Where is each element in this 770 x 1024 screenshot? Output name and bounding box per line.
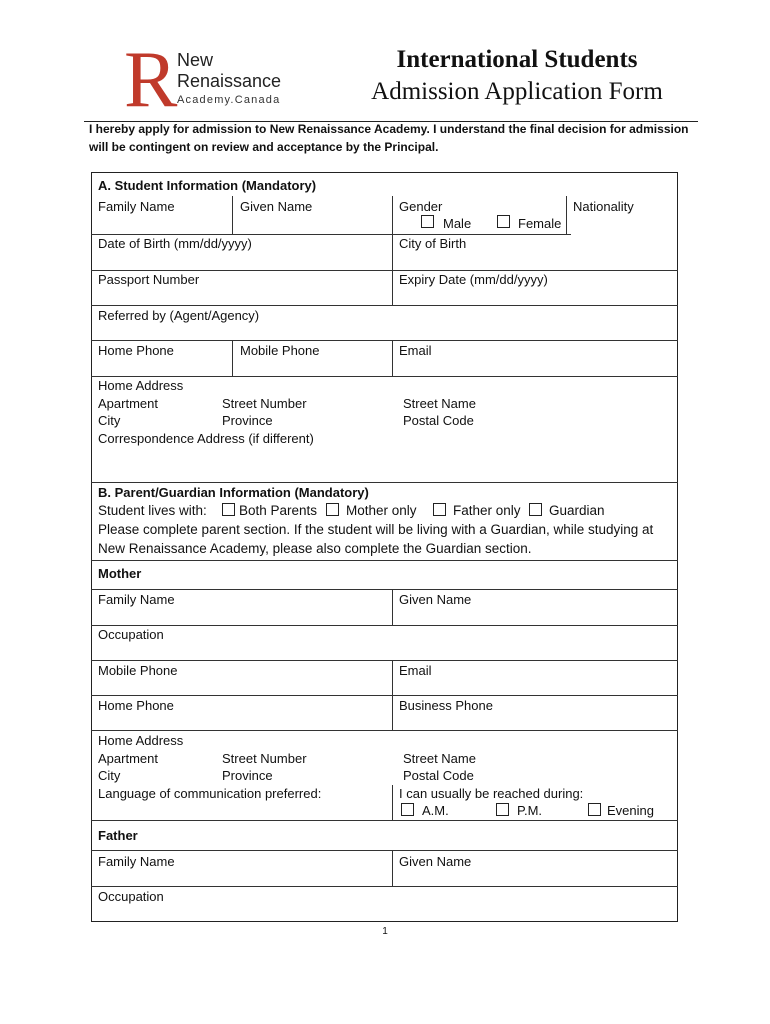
mother-street-name-label: Street Name [403,751,476,766]
am-label: A.M. [422,803,449,818]
dob-label: Date of Birth (mm/dd/yyyy) [98,236,252,251]
row-divider [91,695,678,696]
mother-city-label: City [98,768,121,783]
mother-home-address-label: Home Address [98,733,184,748]
intro-statement: I hereby apply for admission to New Renaissance Academy. I understand the final decision for admission will be contingent on review and acceptance by the Principal. [89,122,689,154]
lives-with-label: Student lives with: [98,503,207,518]
row-divider [91,589,678,590]
father-only-label: Father only [453,503,521,518]
referred-label: Referred by (Agent/Agency) [98,308,260,323]
mother-heading: Mother [98,566,142,581]
col-divider [232,196,233,234]
father-only-checkbox[interactable] [433,503,446,516]
pm-label: P.M. [517,803,543,818]
postal-code-label: Postal Code [403,413,474,428]
mobile-phone-label: Mobile Phone [240,343,320,358]
logo-letter: R [124,36,178,124]
row-divider [91,730,678,731]
row-divider [91,270,678,271]
col-divider [392,589,393,625]
both-parents-checkbox[interactable] [222,503,235,516]
mother-email-label: Email [399,663,432,678]
mother-postal-code-label: Postal Code [403,768,474,783]
parent-note-line-1: Please complete parent section. If the student will be living with a Guardian, while studying at [98,522,654,537]
page-subtitle: Admission Application Form [371,78,663,105]
section-a-heading: A. Student Information (Mandatory) [98,178,317,193]
male-checkbox[interactable] [421,215,434,228]
mother-language-label: Language of communication preferred: [98,786,322,801]
father-heading: Father [98,828,138,843]
father-given-name-label: Given Name [399,854,472,869]
both-parents-label: Both Parents [239,503,318,518]
logo-line-1: New [177,50,214,70]
mother-occupation-label: Occupation [98,627,164,642]
female-label: Female [518,216,562,231]
pm-checkbox[interactable] [496,803,509,816]
guardian-checkbox[interactable] [529,503,542,516]
parent-note-line-2: New Renaissance Academy, please also complete the Guardian section. [98,541,532,556]
row-divider [91,234,571,235]
page-title: International Students [396,46,638,73]
mother-home-phone-label: Home Phone [98,698,174,713]
row-divider [91,560,678,561]
guardian-label: Guardian [549,503,605,518]
col-divider [232,340,233,376]
mother-given-name-label: Given Name [399,592,472,607]
home-address-label: Home Address [98,378,184,393]
mother-province-label: Province [222,768,273,783]
street-name-label: Street Name [403,396,476,411]
passport-label: Passport Number [98,272,200,287]
row-divider [91,376,678,377]
row-divider [91,482,678,483]
col-divider [392,660,393,730]
email-label: Email [399,343,432,358]
city-of-birth-label: City of Birth [399,236,467,251]
mother-only-label: Mother only [346,503,417,518]
row-divider [91,886,678,887]
row-divider [91,850,678,851]
correspondence-label: Correspondence Address (if different) [98,431,314,446]
am-checkbox[interactable] [401,803,414,816]
female-checkbox[interactable] [497,215,510,228]
mother-reach-label: I can usually be reached during: [399,786,584,801]
mother-business-phone-label: Business Phone [399,698,493,713]
mother-mobile-phone-label: Mobile Phone [98,663,178,678]
col-divider [392,196,393,305]
father-occupation-label: Occupation [98,889,164,904]
logo-line-2: Renaissance [177,71,282,91]
col-divider [392,785,393,820]
section-b-heading: B. Parent/Guardian Information (Mandatory) [98,485,369,500]
nationality-label: Nationality [573,199,634,214]
row-divider [91,820,678,821]
province-label: Province [222,413,273,428]
row-divider [91,625,678,626]
col-divider [566,196,567,234]
row-divider [91,660,678,661]
given-name-label: Given Name [240,199,313,214]
family-name-label: Family Name [98,199,175,214]
col-divider [392,850,393,886]
mother-apartment-label: Apartment [98,751,158,766]
expiry-label: Expiry Date (mm/dd/yyyy) [399,272,548,287]
row-divider [91,305,678,306]
apartment-label: Apartment [98,396,158,411]
page-number: 1 [382,926,388,937]
mother-only-checkbox[interactable] [326,503,339,516]
father-family-name-label: Family Name [98,854,175,869]
mother-street-number-label: Street Number [222,751,307,766]
row-divider [91,340,678,341]
male-label: Male [443,216,472,231]
logo-line-3: Academy.Canada [177,94,281,106]
evening-label: Evening [607,803,654,818]
gender-label: Gender [399,199,443,214]
col-divider [392,340,393,376]
mother-family-name-label: Family Name [98,592,175,607]
evening-checkbox[interactable] [588,803,601,816]
home-phone-label: Home Phone [98,343,174,358]
street-number-label: Street Number [222,396,307,411]
city-label: City [98,413,121,428]
